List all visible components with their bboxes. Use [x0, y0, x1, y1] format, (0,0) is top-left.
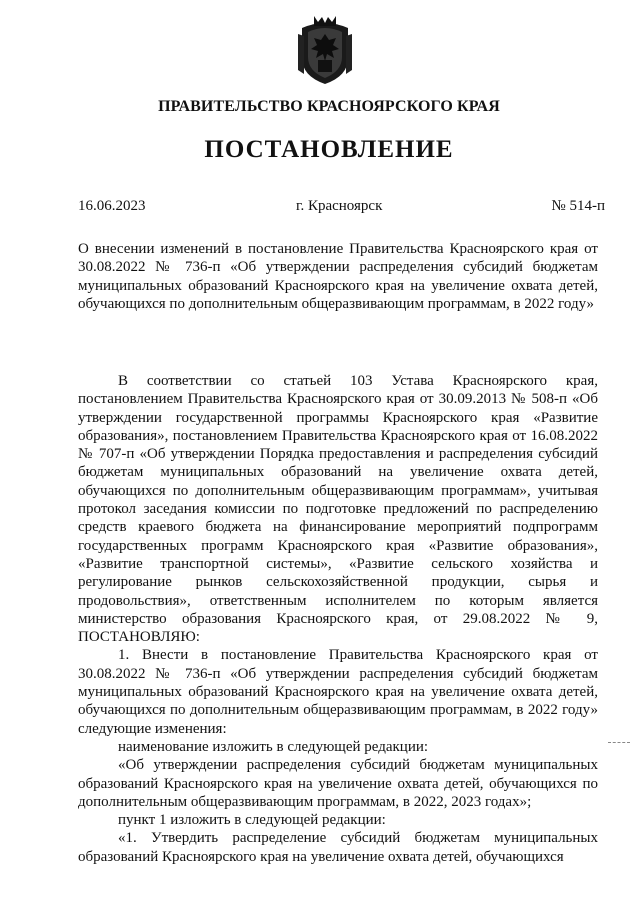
paragraph-new-point: «1. Утвердить распределение субсидий бюджетам муниципальных образований Красноярского края на увеличение охвата детей, обучающихся [78, 830, 598, 865]
document-city: г. Красноярск [296, 198, 383, 214]
paragraph-new-title: «Об утверждении распределения субсидий бюджетам муниципальных образований Красноярского края на увеличение охвата детей, обучающихся по дополнительным общеразвивающим программам, в 2022, 2023 годах»; [78, 757, 598, 810]
paragraph-item-1: 1. Внести в постановление Правительства Красноярского края от 30.08.2022 № 736-п «Об утверждении распределения субсидий бюджетам муниципальных образований Красноярского края на увеличение охвата детей, обучающихся по дополнительным общеразвивающим программам, в 2022 году» следующие изменения: [78, 647, 598, 737]
subject-text: О внесении изменений в постановление Правительства Красноярского края от 30.08.2022 № 736-п «Об утверждении распределения субсидий бюджетам муниципальных образований Красноярского края на увеличение охвата детей, обучающихся по дополнительным общеразвивающим программам, в 2022 году» [78, 241, 598, 312]
paragraph-preamble: В соответствии со статьей 103 Устава Красноярского края, постановлением Правительства Красноярского края от 30.09.2013 № 508-п «Об утверждении государственной программы Красноярского края «Развитие образования», постановлением Правительства Красноярского края от 16.08.2022 № 707-п «Об утверждении Порядка предоставления и распределения субсидий бюджетам муниципальных образований на увеличение охвата детей, обучающихся по дополнительным общеразвивающим программам», учитывая протокол заседания комиссии по подготовке предложений по распределению средств краевого бюджета на финансирование мероприятий подпрограмм государственных программ Красноярского края «Развитие образования», «Развитие транспортной системы», «Развитие сельского хозяйства и регулирование рынков сельскохозяйственной продукции, сырья и продовольствия», ответственным исполнителем по которым является министерство образования Красноярского края, от 29.08.2022 № 9, ПОСТАНОВЛЯЮ: [78, 373, 598, 646]
coat-of-arms-icon [296, 14, 354, 88]
document-type-title: ПОСТАНОВЛЕНИЕ [204, 136, 454, 163]
paragraph-point-change: пункт 1 изложить в следующей редакции: [118, 812, 386, 829]
document-number: № 514-п [551, 198, 605, 214]
document-subject [78, 240, 598, 313]
document-date: 16.06.2023 [78, 198, 146, 214]
paragraph-title-change: наименование изложить в следующей редакции: [118, 738, 429, 755]
margin-mark [608, 742, 630, 745]
document-meta [78, 198, 605, 218]
document-body [78, 372, 598, 866]
government-title: ПРАВИТЕЛЬСТВО КРАСНОЯРСКОГО КРАЯ [158, 98, 500, 115]
